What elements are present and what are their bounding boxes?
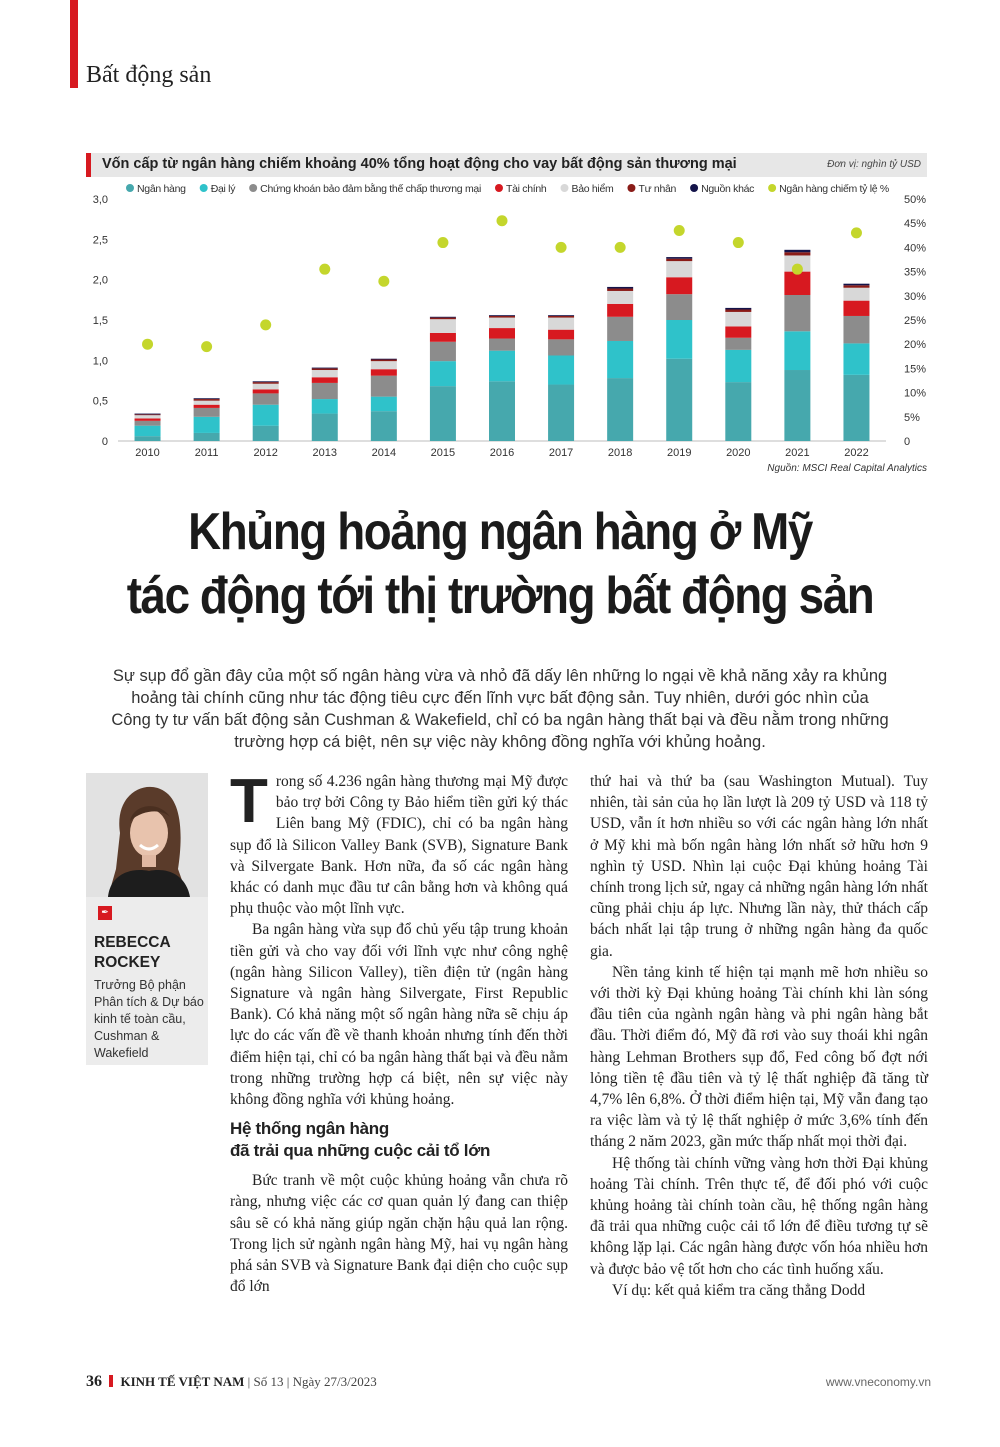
bar-segment [843,301,869,316]
headline-line-1: Khủng hoảng ngân hàng ở Mỹ [188,503,812,561]
share-point [260,319,271,330]
y2-tick-label: 35% [904,266,927,279]
chart-header [86,153,927,177]
bar-segment [371,360,397,362]
bar-segment [725,310,751,312]
bar-segment [489,381,515,441]
share-point [556,242,567,253]
legend-label: Nguồn khác [701,183,755,195]
bar-segment [666,294,692,320]
bar-segment [725,382,751,441]
bar-segment [607,317,633,341]
website: www.vneconomy.vn [825,1375,931,1389]
share-point [851,227,862,238]
bar-segment [135,414,161,415]
bar-segment [135,421,161,426]
x-tick-label: 2012 [253,447,278,459]
bar-segment [312,370,338,377]
bar-segment [666,320,692,359]
issue-number: Số 13 [253,1374,284,1389]
bar-segment [843,284,869,286]
bar-segment [607,289,633,291]
share-point [674,225,685,236]
x-tick-label: 2018 [607,447,633,459]
legend-label: Ngân hàng chiếm tỷ lệ % [779,183,889,195]
stacked-bar-chart [78,178,928,463]
bar-segment [371,411,397,441]
bar-segment [725,308,751,310]
bar-segment [725,350,751,382]
author-role: Trưởng Bộ phận Phân tích & Dự báo kinh tế toàn cầu, Cushman & Wakefield [94,978,204,1060]
subheading [230,1118,568,1162]
bar-segment [135,426,161,436]
bar-segment [135,418,161,420]
bar-segment [843,316,869,343]
bar-segment [253,405,279,426]
article-column-2 [590,771,928,1301]
bar-segment [135,415,161,418]
bar-segment [548,318,574,330]
chart-unit: Đơn vị: nghìn tỷ USD [827,159,921,170]
share-point [497,215,508,226]
x-tick-label: 2015 [430,447,456,459]
legend-label: Chứng khoán bảo đảm bằng thế chấp thương mại [260,183,481,195]
bar-segment [843,285,869,287]
bar-segment [666,261,692,277]
bar-segment [666,257,692,259]
bar-segment [371,359,397,360]
bar-segment [135,436,161,441]
headline [60,500,940,628]
x-tick-label: 2010 [135,447,160,459]
chart-source: Nguồn: MSCI Real Capital Analytics [767,463,927,474]
legend-label: Ngân hàng [137,183,186,195]
share-point [437,237,448,248]
y2-tick-label: 50% [904,194,927,206]
bar-segment [548,339,574,355]
legend-swatch [495,184,503,192]
bar-segment [725,326,751,337]
y2-tick-label: 0 [904,436,911,448]
dropcap: T [230,767,268,836]
paragraph-1-text: rong số 4.236 ngân hàng thương mại Mỹ được bảo trợ bởi Công ty Bảo hiểm tiền gửi ký thác Liên bang Mỹ (FDIC), chỉ có ba ngân hàng sụp đổ là Silicon Valley Bank (SVB), Signature Bank và Silvergate Bank. Hơn nữa, đa số các ngân hàng khác có danh mục đầu tư cân bằng hơn và không quá phụ thuộc vào một lĩnh vực. [230,773,568,918]
y-tick-label: 0 [101,436,108,448]
paragraph-5: Nền tảng kinh tế hiện tại mạnh mẽ hơn nhiều so với thời kỳ Đại khủng hoảng Tài chính khi làn sóng đầu tiên của ngành ngân hàng và phi ngân hàng bắt đầu. Thời điểm đó, Mỹ đã rơi vào suy thoái khi ngân hàng Lehman Brothers sụp đổ, Fed công bố đợt nới lỏng tiền tệ đầu tiên và tỷ lệ thất nghiệp đã tăng từ 4,7% lên 6,8%. Ở thời điểm hiện tại, Mỹ vẫn đang tạo ra việc làm và tỷ lệ thất nghiệp ở mức 3,6% tính đến tháng 2 năm 2023, gần mức thấp nhất mọi thời đại. [590,963,928,1151]
page-footer [86,1373,931,1393]
share-point [378,276,389,287]
bar-segment [666,259,692,261]
magazine-name: KINH TẾ VIỆT NAM [120,1374,245,1389]
author-box [86,773,208,1065]
bar-segment [253,393,279,404]
bar-segment [548,385,574,441]
y2-tick-label: 25% [904,315,927,327]
bar-segment [784,250,810,252]
y-tick-label: 2,0 [92,274,108,287]
bar-segment [489,315,515,316]
bar-segment [253,382,279,384]
bar-segment [489,339,515,351]
share-point [733,237,744,248]
bar-segment [194,399,220,401]
share-point [142,339,153,350]
x-tick-label: 2020 [726,447,751,459]
legend-swatch [126,184,134,192]
bar-segment [430,317,456,318]
bar-segment [548,355,574,384]
bar-segment [194,401,220,405]
bar-segment [784,331,810,370]
footer-separator-2: | [286,1374,290,1389]
bar-segment [430,386,456,441]
bar-segment [725,312,751,327]
y-tick-label: 2,5 [92,234,108,247]
legend-swatch [200,184,208,192]
bar-segment [312,414,338,441]
y2-tick-label: 45% [904,218,927,231]
paragraph-2: Ba ngân hàng vừa sụp đổ chủ yếu tập trung khoản tiền gửi và cho vay đối với lĩnh vực như công nghệ (ngân hàng Silicon Valley), tiền điện tử (ngân hàng Signature và ngân hàng Silvergate, First Republic Bank). Có khả năng một số ngân hàng nữa sẽ chịu áp lực do các vấn đề về thanh khoản nhưng tính đến thời điểm hiện tại, chỉ có ba ngân hàng thất bại và đều nằm trong những trường hợp cá biệt, nên sự việc này không đồng nghĩa với khủng hoảng. [230,921,568,1109]
bar-segment [371,397,397,412]
bar-segment [489,351,515,382]
lede: Sự sụp đổ gần đây của một số ngân hàng vừa và nhỏ đã dấy lên những lo ngại về khả năng xảy ra khủng hoảng tài chính cũng như tác động tiêu cực đến lĩnh vực bất động sản. Tuy nhiên, dưới góc nhìn của Công ty tư vấn bất động sản Cushman & Wakefield, chỉ có ba ngân hàng thất bại và đều nằm trong những trường hợp cá biệt, nên sự việc này không đồng nghĩa với khủng hoảng. [111,667,889,751]
legend-label: Tài chính [505,183,547,195]
x-tick-label: 2014 [371,447,397,459]
bar-segment [607,304,633,317]
bar-segment [312,377,338,383]
y2-tick-label: 10% [904,387,927,400]
bar-segment [843,288,869,301]
legend-swatch [249,184,257,192]
section-accent-bar [70,0,78,88]
bar-segment [607,291,633,304]
y-tick-label: 1,0 [92,355,108,368]
x-tick-label: 2016 [489,447,515,459]
bar-segment [607,341,633,378]
bar-segment [135,414,161,415]
share-point [201,341,212,352]
bar-segment [725,338,751,350]
bar-segment [194,417,220,433]
bar-segment [194,408,220,417]
bar-segment [489,328,515,338]
bar-segment [430,342,456,361]
share-point [792,264,803,275]
bar-segment [666,359,692,441]
bar-segment [371,361,397,369]
bar-segment [253,381,279,382]
paragraph-1 [230,767,568,919]
author-name: REBECCA ROCKEY [94,934,171,971]
x-tick-label: 2013 [312,447,338,459]
section-title: Bất động sản [86,62,212,88]
bar-segment [253,426,279,441]
bar-segment [666,277,692,294]
y2-tick-label: 40% [904,242,927,255]
x-tick-label: 2017 [548,447,574,459]
y-tick-label: 1,5 [92,315,108,327]
legend-swatch [627,184,635,192]
bar-segment [194,433,220,441]
article-column-1 [230,767,568,1297]
paragraph-3: Bức tranh về một cuộc khủng hoảng vẫn chưa rõ ràng, nhưng việc các cơ quan quản lý đang can thiệp sâu sẽ có khả năng giúp ngăn chặn hậu quả lan rộng. Trong lịch sử ngành ngân hàng Mỹ, hai vụ ngân hàng phá sản SVB và Signature Bank đại diện cho cuộc sụp đổ lớn [230,1172,568,1296]
subheading-line-2: đã trải qua những cuộc cải tổ lớn [230,1141,491,1161]
y-tick-label: 0,5 [92,395,108,408]
bar-segment [253,389,279,393]
bar-segment [784,272,810,295]
bar-segment [430,318,456,320]
paragraph-6: Hệ thống tài chính vững vàng hơn thời Đại khủng hoảng Tài chính. Trên thực tế, để đối phó với cuộc khủng hoảng tài chính toàn cầu, hệ thống ngân hàng đã trải qua những cuộc cải tổ lớn để điều tương tự sẽ không lặp lại. Các ngân hàng được vốn hóa nhiều hơn và được bảo vệ tốt hơn cho các tình huống xấu. [590,1154,928,1278]
y2-tick-label: 5% [904,411,920,424]
y2-tick-label: 30% [904,290,927,303]
legend-swatch [768,184,776,192]
bar-segment [312,368,338,370]
bar-segment [430,333,456,342]
legend-label: Đại lý [210,183,236,195]
bar-segment [312,368,338,369]
bar-segment [784,370,810,441]
bar-segment [253,384,279,390]
bar-segment [548,330,574,340]
y2-tick-label: 15% [904,363,927,376]
bar-segment [489,318,515,328]
legend-swatch [690,184,698,192]
footer-mark [109,1375,113,1387]
bar-segment [548,315,574,316]
page-number: 36 [86,1373,102,1390]
x-tick-label: 2011 [194,447,219,459]
share-point [319,264,330,275]
bar-segment [430,361,456,386]
bar-segment [607,378,633,441]
bar-segment [607,287,633,289]
headline-line-2: tác động tới thị trường bất động sản [126,567,874,625]
legend-label: Bảo hiểm [571,183,614,195]
share-point [615,242,626,253]
author-photo [86,773,208,897]
paragraph-4: thứ hai và thứ ba (sau Washington Mutual). Tuy nhiên, tài sản của họ lần lượt là 209 tỷ USD và 118 tỷ USD, vẫn ít hơn nhiều so với các ngân hàng lớn nhất ở Mỹ khi mà bốn ngân hàng lớn nhất sở hữu hơn 9 nghìn tỷ USD. Nhìn lại cuộc Đại khủng hoảng Tài chính trong lịch sử, ngay cả những ngân hàng lớn nhất cũng phải chịu áp lực. Nhưng lần này, thử thách cấp bách nhất lại tập trung ở những ngân hàng đa quốc gia. [590,773,928,960]
bar-segment [784,295,810,331]
subheading-line-1: Hệ thống ngân hàng [230,1119,389,1139]
bar-segment [784,252,810,255]
bar-segment [843,375,869,441]
issue-date: Ngày 27/3/2023 [292,1374,377,1389]
y-tick-label: 3,0 [92,194,108,206]
bar-segment [194,398,220,399]
footer-separator-1: | [247,1374,251,1389]
pen-icon: ✒ [98,906,112,920]
legend-swatch [560,184,568,192]
x-tick-label: 2021 [785,447,810,459]
bar-segment [843,343,869,374]
chart-header-mark [86,153,91,177]
legend-label: Tư nhân [638,183,677,195]
bar-segment [371,376,397,397]
x-tick-label: 2019 [666,447,692,459]
paragraph-7: Ví dụ: kết quả kiểm tra căng thẳng Dodd [612,1281,866,1299]
bar-segment [430,319,456,333]
y2-tick-label: 20% [904,339,927,352]
bar-segment [312,399,338,414]
chart-title: Vốn cấp từ ngân hàng chiếm khoảng 40% tổng hoạt động cho vay bất động sản thương mại [102,156,737,172]
bar-segment [371,369,397,375]
bar-segment [194,405,220,408]
x-tick-label: 2022 [844,447,869,459]
bar-segment [489,316,515,318]
bar-segment [548,316,574,318]
bar-segment [312,383,338,399]
